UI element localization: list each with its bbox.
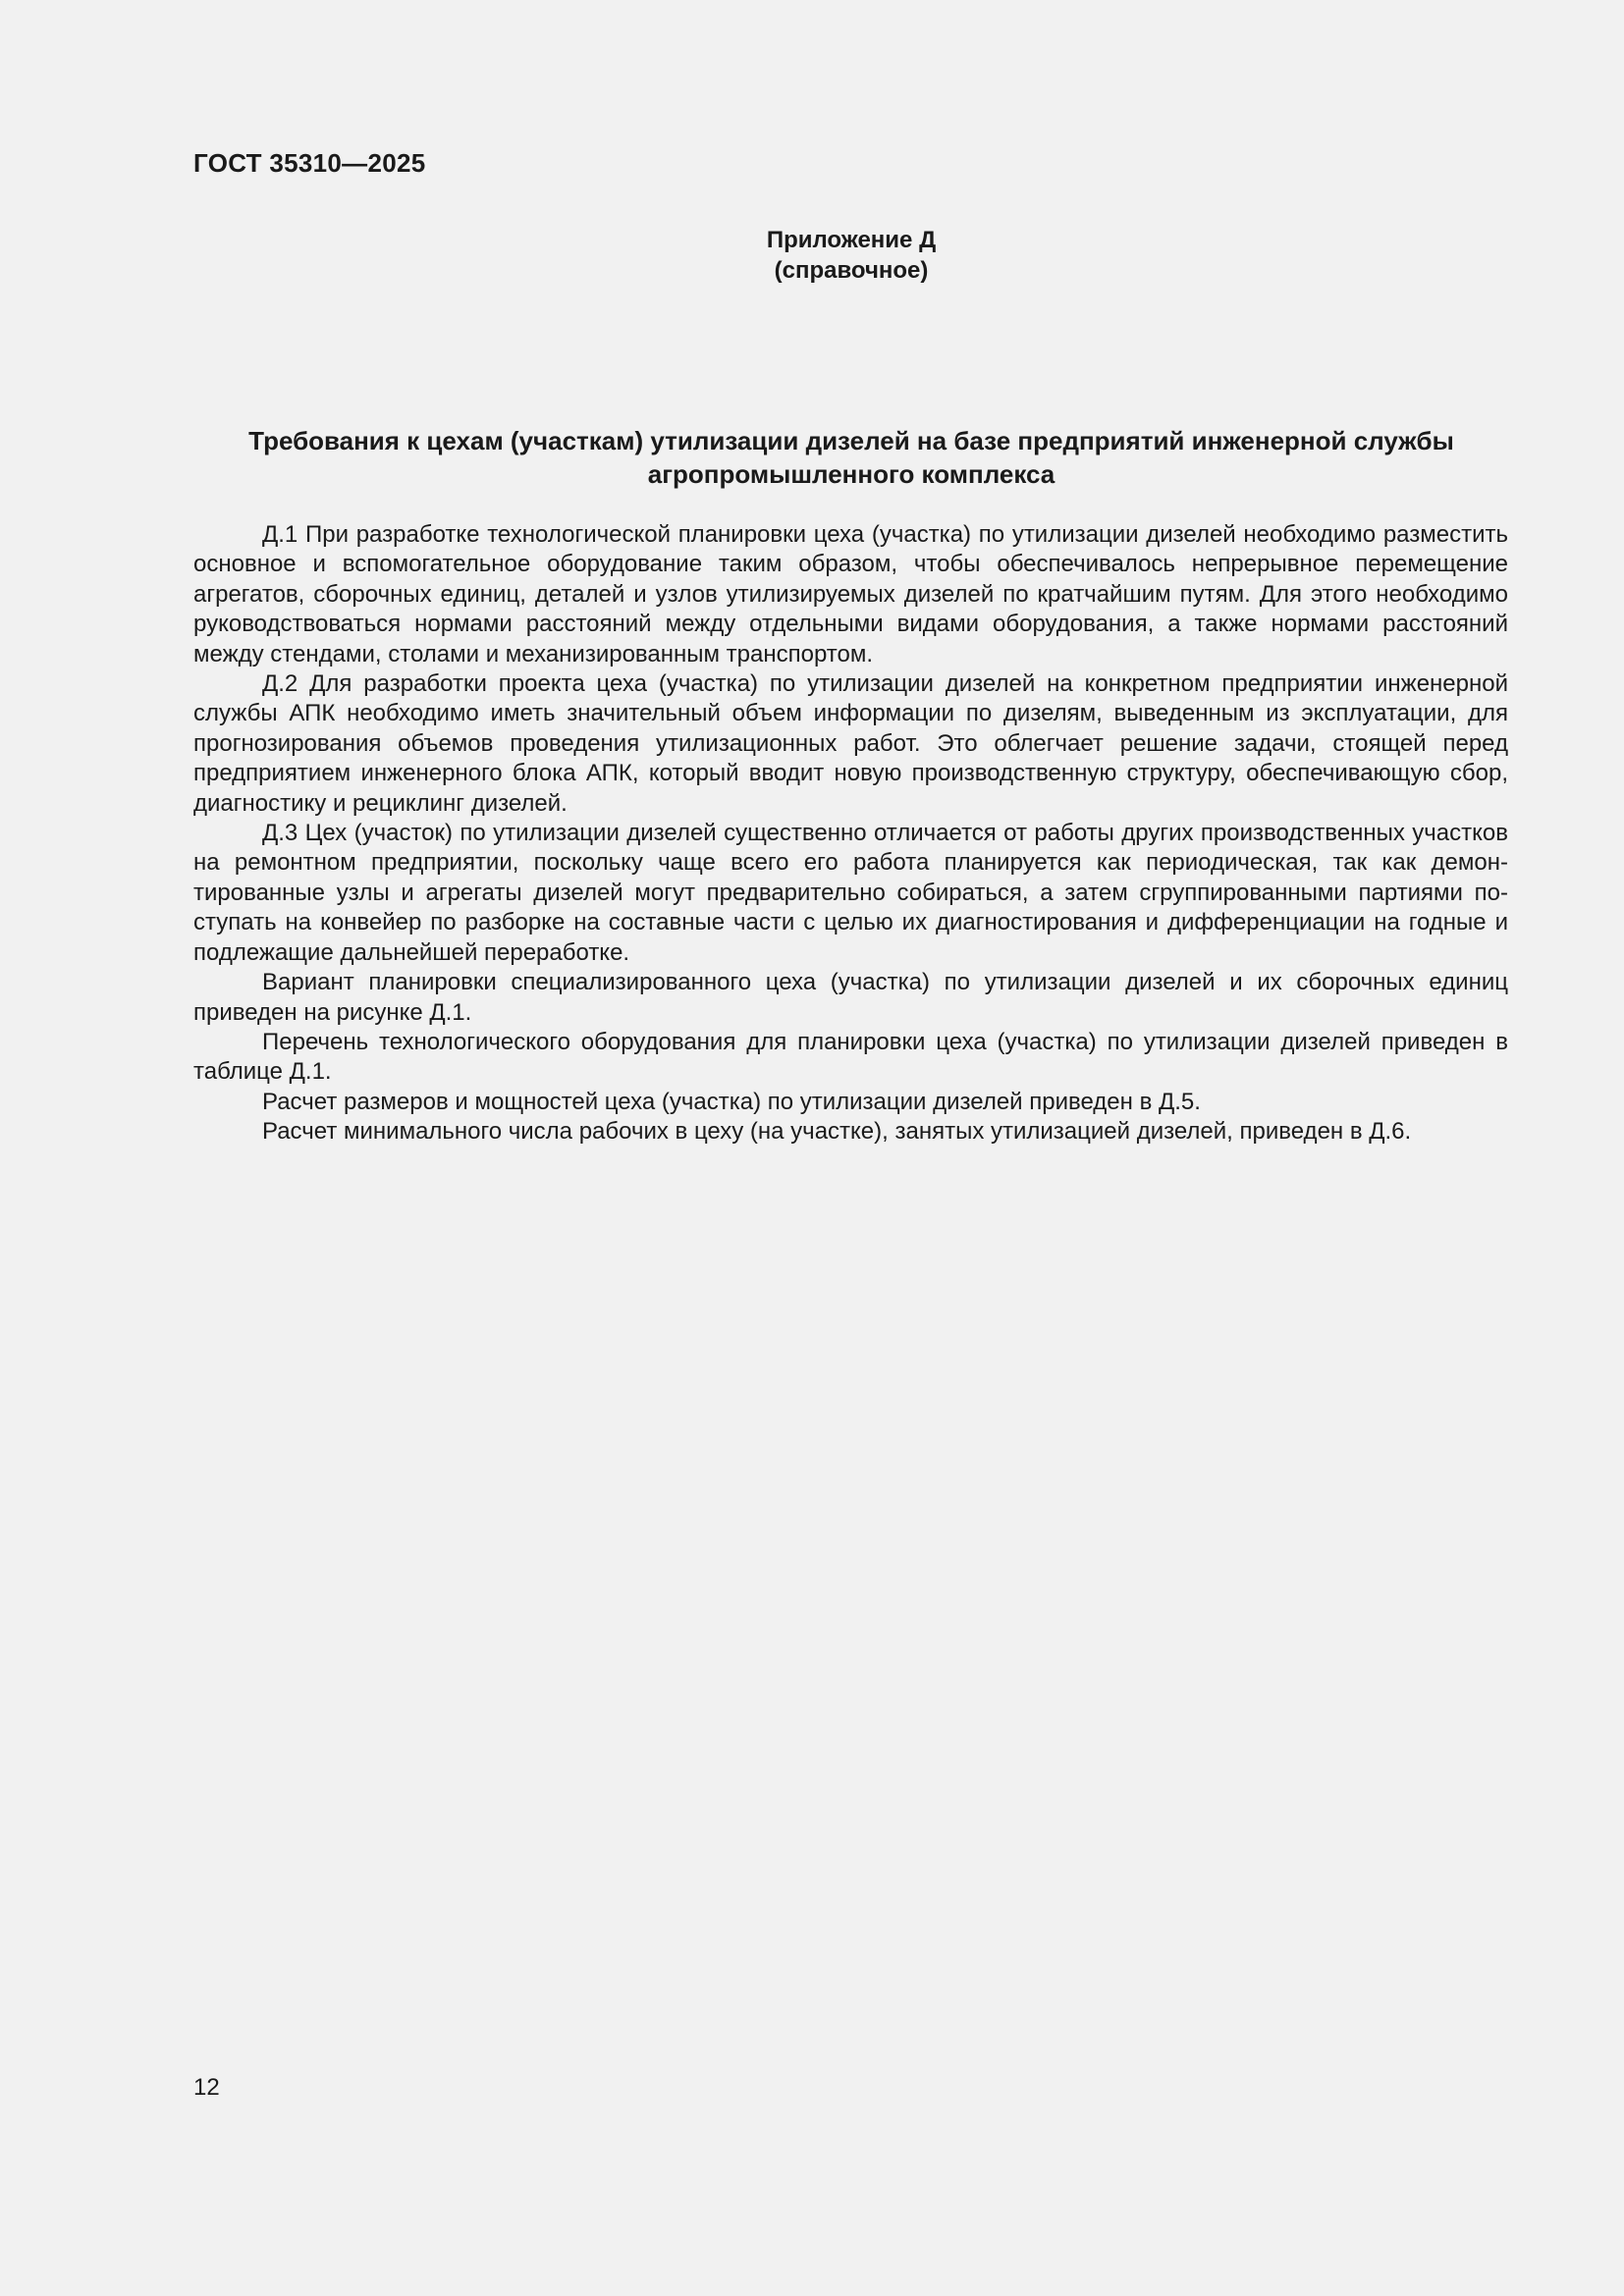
paragraph-equipment-list: Перечень технологического оборудования для планировки цеха (участка) по утилизации дизелей приведен в таблице Д.1. bbox=[193, 1028, 1508, 1086]
paragraph-workers-calc: Расчет минимального числа рабочих в цеху (на участке), занятых утилизацией дизелей, приведен в Д.6. bbox=[262, 1118, 1412, 1146]
paragraph-d1: Д.1 При разработке технологической планировки цеха (участка) по утилизации дизелей необходимо разместить основное и вспомогательное оборудование таким образом, чтобы обеспечивалось непрерывное перемещение агрегатов, сборочных единиц, деталей и узлов утилизируемых дизелей по кратчайшим путям. Для этого необходимо руководствоваться нормами расстояний между отдельными видами оборудования, а также нормами расстояний между стендами, столами и механизированным транспортом. bbox=[193, 521, 1508, 667]
paragraph-d2: Д.2 Для разработки проекта цеха (участка) по утилизации дизелей на конкретном предприятии инженерной службы АПК необходимо иметь значительный объем информации по дизелям, выведенным из эксплуатации, для прогнозирования объемов проведения утилизационных работ. Это облегчает решение задачи, стоящей перед предприятием инженерного блока АПК, который вводит новую производственную структуру, обеспечивающую сбор, диагностику и рециклинг дизелей. bbox=[193, 670, 1508, 817]
section-title-line-1: Требования к цехам (участкам) утилизации дизелей на базе предприятий инженерной службы bbox=[248, 426, 1454, 455]
paragraph-capacity-calc: Расчет размеров и мощностей цеха (участка) по утилизации дизелей приведен в Д.5. bbox=[262, 1088, 1201, 1115]
document-header-code: ГОСТ 35310—2025 bbox=[193, 148, 426, 178]
page-number: 12 bbox=[193, 2074, 220, 2101]
section-title bbox=[193, 424, 1509, 491]
paragraph-layout-variant: Вариант планировки специализированного цеха (участка) по утилизации дизелей и их сборочных единиц приведен на рисунке Д.1. bbox=[193, 969, 1508, 1026]
appendix-heading bbox=[193, 225, 1509, 286]
appendix-title: Приложение Д bbox=[766, 227, 937, 253]
paragraph-d3: Д.3 Цех (участок) по утилизации дизелей существенно отличается от работы других производственных участков на ремонтном предприятии, поскольку чаще всего его работа планируется как периодическая, так как демонтированные узлы и агрегаты дизелей могут предварительно собираться, а затем сгруппированными партиями поступать на конвейер по разборке на составные части с целью их диагностирования и дифференциации на годные и подлежащие дальнейшей переработке. bbox=[193, 820, 1508, 966]
body-text bbox=[193, 520, 1508, 1148]
section-title-line-2: агропромышленного комплекса bbox=[647, 459, 1056, 489]
appendix-type: (справочное) bbox=[774, 257, 929, 284]
